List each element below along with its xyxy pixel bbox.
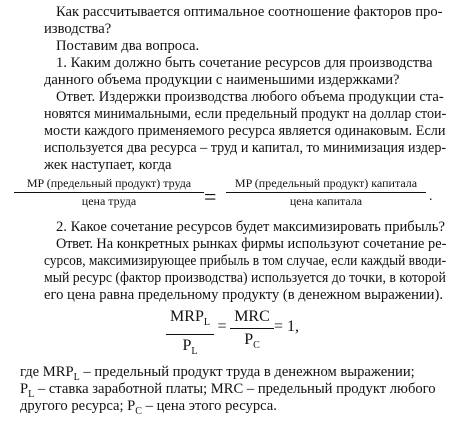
- definition-text: другого ресурса; P: [20, 398, 136, 414]
- formula-1-left-fraction: [14, 176, 204, 208]
- question-2: 2. Какое сочетание ресурсов будет максимизировать прибыль?: [56, 219, 445, 235]
- answer-1: Ответ. Издержки производства любого объема продукции ста-: [56, 89, 444, 105]
- definitions-line: [20, 398, 277, 420]
- formula-1-right-fraction: [226, 176, 426, 208]
- formula-2-second-numerator: MRC: [234, 308, 270, 325]
- text-line: жек наступает, когда: [44, 157, 172, 173]
- equals-sign: =: [217, 318, 227, 335]
- text-line: новятся минимальными, если предельный продукт на доллар стои-: [44, 106, 447, 122]
- formula-2-first-denominator: [166, 337, 214, 361]
- text-line: Поставим два вопроса.: [56, 38, 200, 54]
- text-line: Как рассчитывается оптимальное соотношение факторов про-: [56, 4, 443, 20]
- text-line: сурсов, максимизирующее прибыль в том случае, если каждый вводи-: [44, 253, 447, 269]
- text-line: мости каждого применяемого ресурса является одинаковым. Если: [44, 123, 446, 139]
- formula-2-first-fraction: [166, 308, 214, 361]
- formula-1-right-numerator: MP (предельный продукт) капитала: [234, 176, 418, 190]
- fraction-bar: [166, 334, 214, 335]
- answer-2: [56, 236, 446, 253]
- text-line: изводства?: [44, 21, 112, 37]
- formula-1-left-numerator: MP (предельный продукт) труда: [26, 176, 192, 190]
- price-symbol: P: [182, 337, 192, 355]
- formula-2-second-denominator: [230, 331, 274, 355]
- formula-1-period: .: [429, 189, 433, 204]
- text-line: его цена равна предельному продукту (в денежном выражении).: [44, 287, 444, 303]
- formula-1-left-denominator: цена труда: [81, 194, 137, 208]
- text-line: мый ресурс (фактор производства) используется до точки, в которой: [44, 270, 446, 286]
- formula-2-tail: = 1,: [274, 318, 300, 335]
- answer-label: Ответ.: [56, 236, 93, 252]
- fraction-bar: [14, 192, 204, 193]
- equals-sign: =: [204, 184, 217, 209]
- subscript: C: [135, 405, 142, 417]
- subscript: L: [203, 317, 210, 329]
- fraction-bar: [230, 328, 274, 329]
- definition-text: где MRP: [20, 364, 74, 380]
- formula-2-first-numerator: [166, 308, 214, 332]
- formula-1-right-denominator: цена капитала: [289, 194, 363, 208]
- definition-text: P: [20, 381, 29, 397]
- document-page: [10, 0, 446, 441]
- definition-text: – ставка заработной платы; MRC – предельный продукт любого: [34, 381, 436, 397]
- question-1: 1. Каким должно быть сочетание ресурсов для производства: [56, 55, 433, 71]
- formula-2-second-fraction: [230, 308, 274, 355]
- definition-text: – предельный продукт труда в денежном выражении;: [79, 364, 415, 380]
- subscript: L: [73, 371, 80, 383]
- text-line: данного объема продукции с наименьшими издержками?: [44, 72, 400, 88]
- definition-text: – цена этого ресурса.: [141, 398, 277, 414]
- subscript: C: [253, 340, 260, 352]
- subscript: L: [28, 388, 35, 400]
- price-symbol: P: [244, 331, 254, 348]
- subscript: L: [191, 346, 198, 358]
- text-line: используется два ресурса – труд и капитал, то минимизация издер-: [44, 140, 447, 156]
- answer-text: На конкретных рынках фирмы используют сочетание ре-: [92, 236, 447, 252]
- fraction-bar: [226, 192, 426, 193]
- mrp-symbol: MRP: [170, 308, 204, 325]
